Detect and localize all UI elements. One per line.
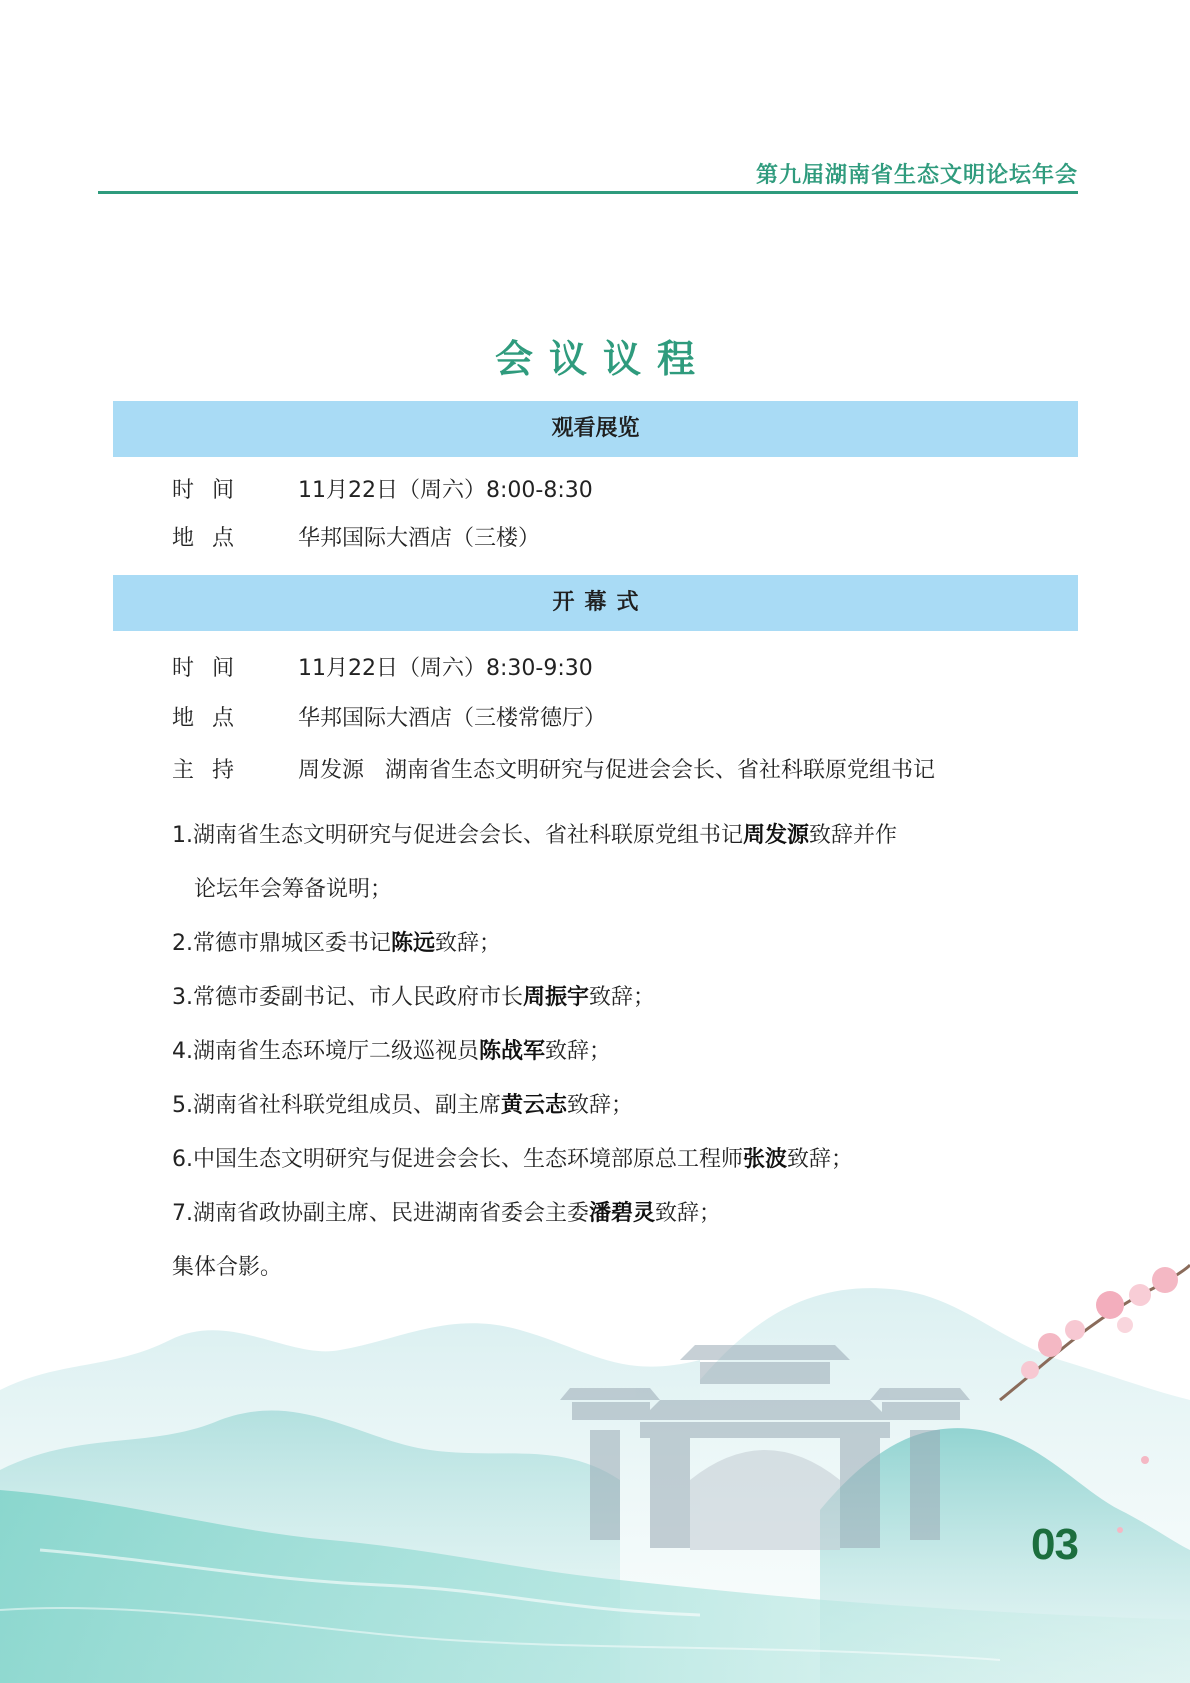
agenda-text: 致辞；	[435, 931, 502, 956]
schedule-row-host	[172, 753, 935, 784]
agenda-text: 7.湖南省政协副主席、民进湖南省委会主委	[172, 1201, 589, 1226]
agenda-text: 4.湖南省生态环境厅二级巡视员	[172, 1039, 479, 1064]
agenda-text: 致辞；	[655, 1201, 722, 1226]
landscape-illustration	[0, 1250, 1190, 1683]
agenda-item	[172, 1142, 853, 1173]
agenda-item	[172, 1196, 721, 1227]
agenda-text: 论坛年会筹备说明；	[194, 877, 393, 902]
agenda-text: 致辞；	[589, 985, 656, 1010]
agenda-text: 致辞；	[787, 1147, 854, 1172]
agenda-item	[172, 1034, 611, 1065]
agenda-text: 5.湖南省社科联党组成员、副主席	[172, 1093, 501, 1118]
speaker-name: 周发源	[743, 823, 810, 848]
page-title: 会议议程	[494, 337, 711, 381]
speaker-name: 潘碧灵	[589, 1201, 656, 1226]
row-value: 11月22日（周六）8:30-9:30	[298, 656, 593, 681]
agenda-item	[172, 980, 655, 1011]
agenda-item	[172, 1088, 633, 1119]
header-title: 第九届湖南省生态文明论坛年会	[755, 163, 1078, 188]
header-divider	[98, 191, 1078, 194]
row-value: 周发源 湖南省生态文明研究与促进会会长、省社科联原党组书记	[298, 758, 935, 783]
agenda-text: 6.中国生态文明研究与促进会会长、生态环境部原总工程师	[172, 1147, 743, 1172]
row-label: 时间	[172, 478, 253, 503]
speaker-name: 周振宇	[523, 985, 590, 1010]
agenda-text: 1.湖南省生态文明研究与促进会会长、省社科联原党组书记	[172, 823, 743, 848]
row-value: 华邦国际大酒店（三楼）	[298, 526, 541, 551]
row-value: 11月22日（周六）8:00-8:30	[298, 478, 593, 503]
speaker-name: 张波	[743, 1147, 788, 1172]
agenda-item-continuation	[194, 872, 392, 903]
agenda-text: 2.常德市鼎城区委书记	[172, 931, 391, 956]
row-label: 地点	[172, 526, 253, 551]
agenda-text: 集体合影。	[172, 1255, 283, 1280]
speaker-name: 黄云志	[501, 1093, 568, 1118]
agenda-text: 致辞并作	[809, 823, 898, 848]
row-label: 时间	[172, 656, 253, 681]
agenda-text: 3.常德市委副书记、市人民政府市长	[172, 985, 523, 1010]
agenda-item	[172, 818, 897, 849]
agenda-text: 致辞；	[545, 1039, 612, 1064]
agenda-text: 致辞；	[567, 1093, 634, 1118]
row-label: 地点	[172, 706, 253, 731]
schedule-row-location	[172, 521, 540, 552]
schedule-row-time	[172, 473, 593, 504]
row-value: 华邦国际大酒店（三楼常德厅）	[298, 706, 607, 731]
schedule-row-location	[172, 701, 606, 732]
row-label: 主持	[172, 758, 253, 783]
page-number: 03	[1031, 1520, 1078, 1569]
schedule-row-time	[172, 651, 593, 682]
speaker-name: 陈战军	[479, 1039, 546, 1064]
section-title-opening: 开幕式	[113, 575, 1078, 631]
agenda-item	[172, 926, 501, 957]
section-title-exhibition: 观看展览	[113, 401, 1078, 457]
speaker-name: 陈远	[391, 931, 436, 956]
